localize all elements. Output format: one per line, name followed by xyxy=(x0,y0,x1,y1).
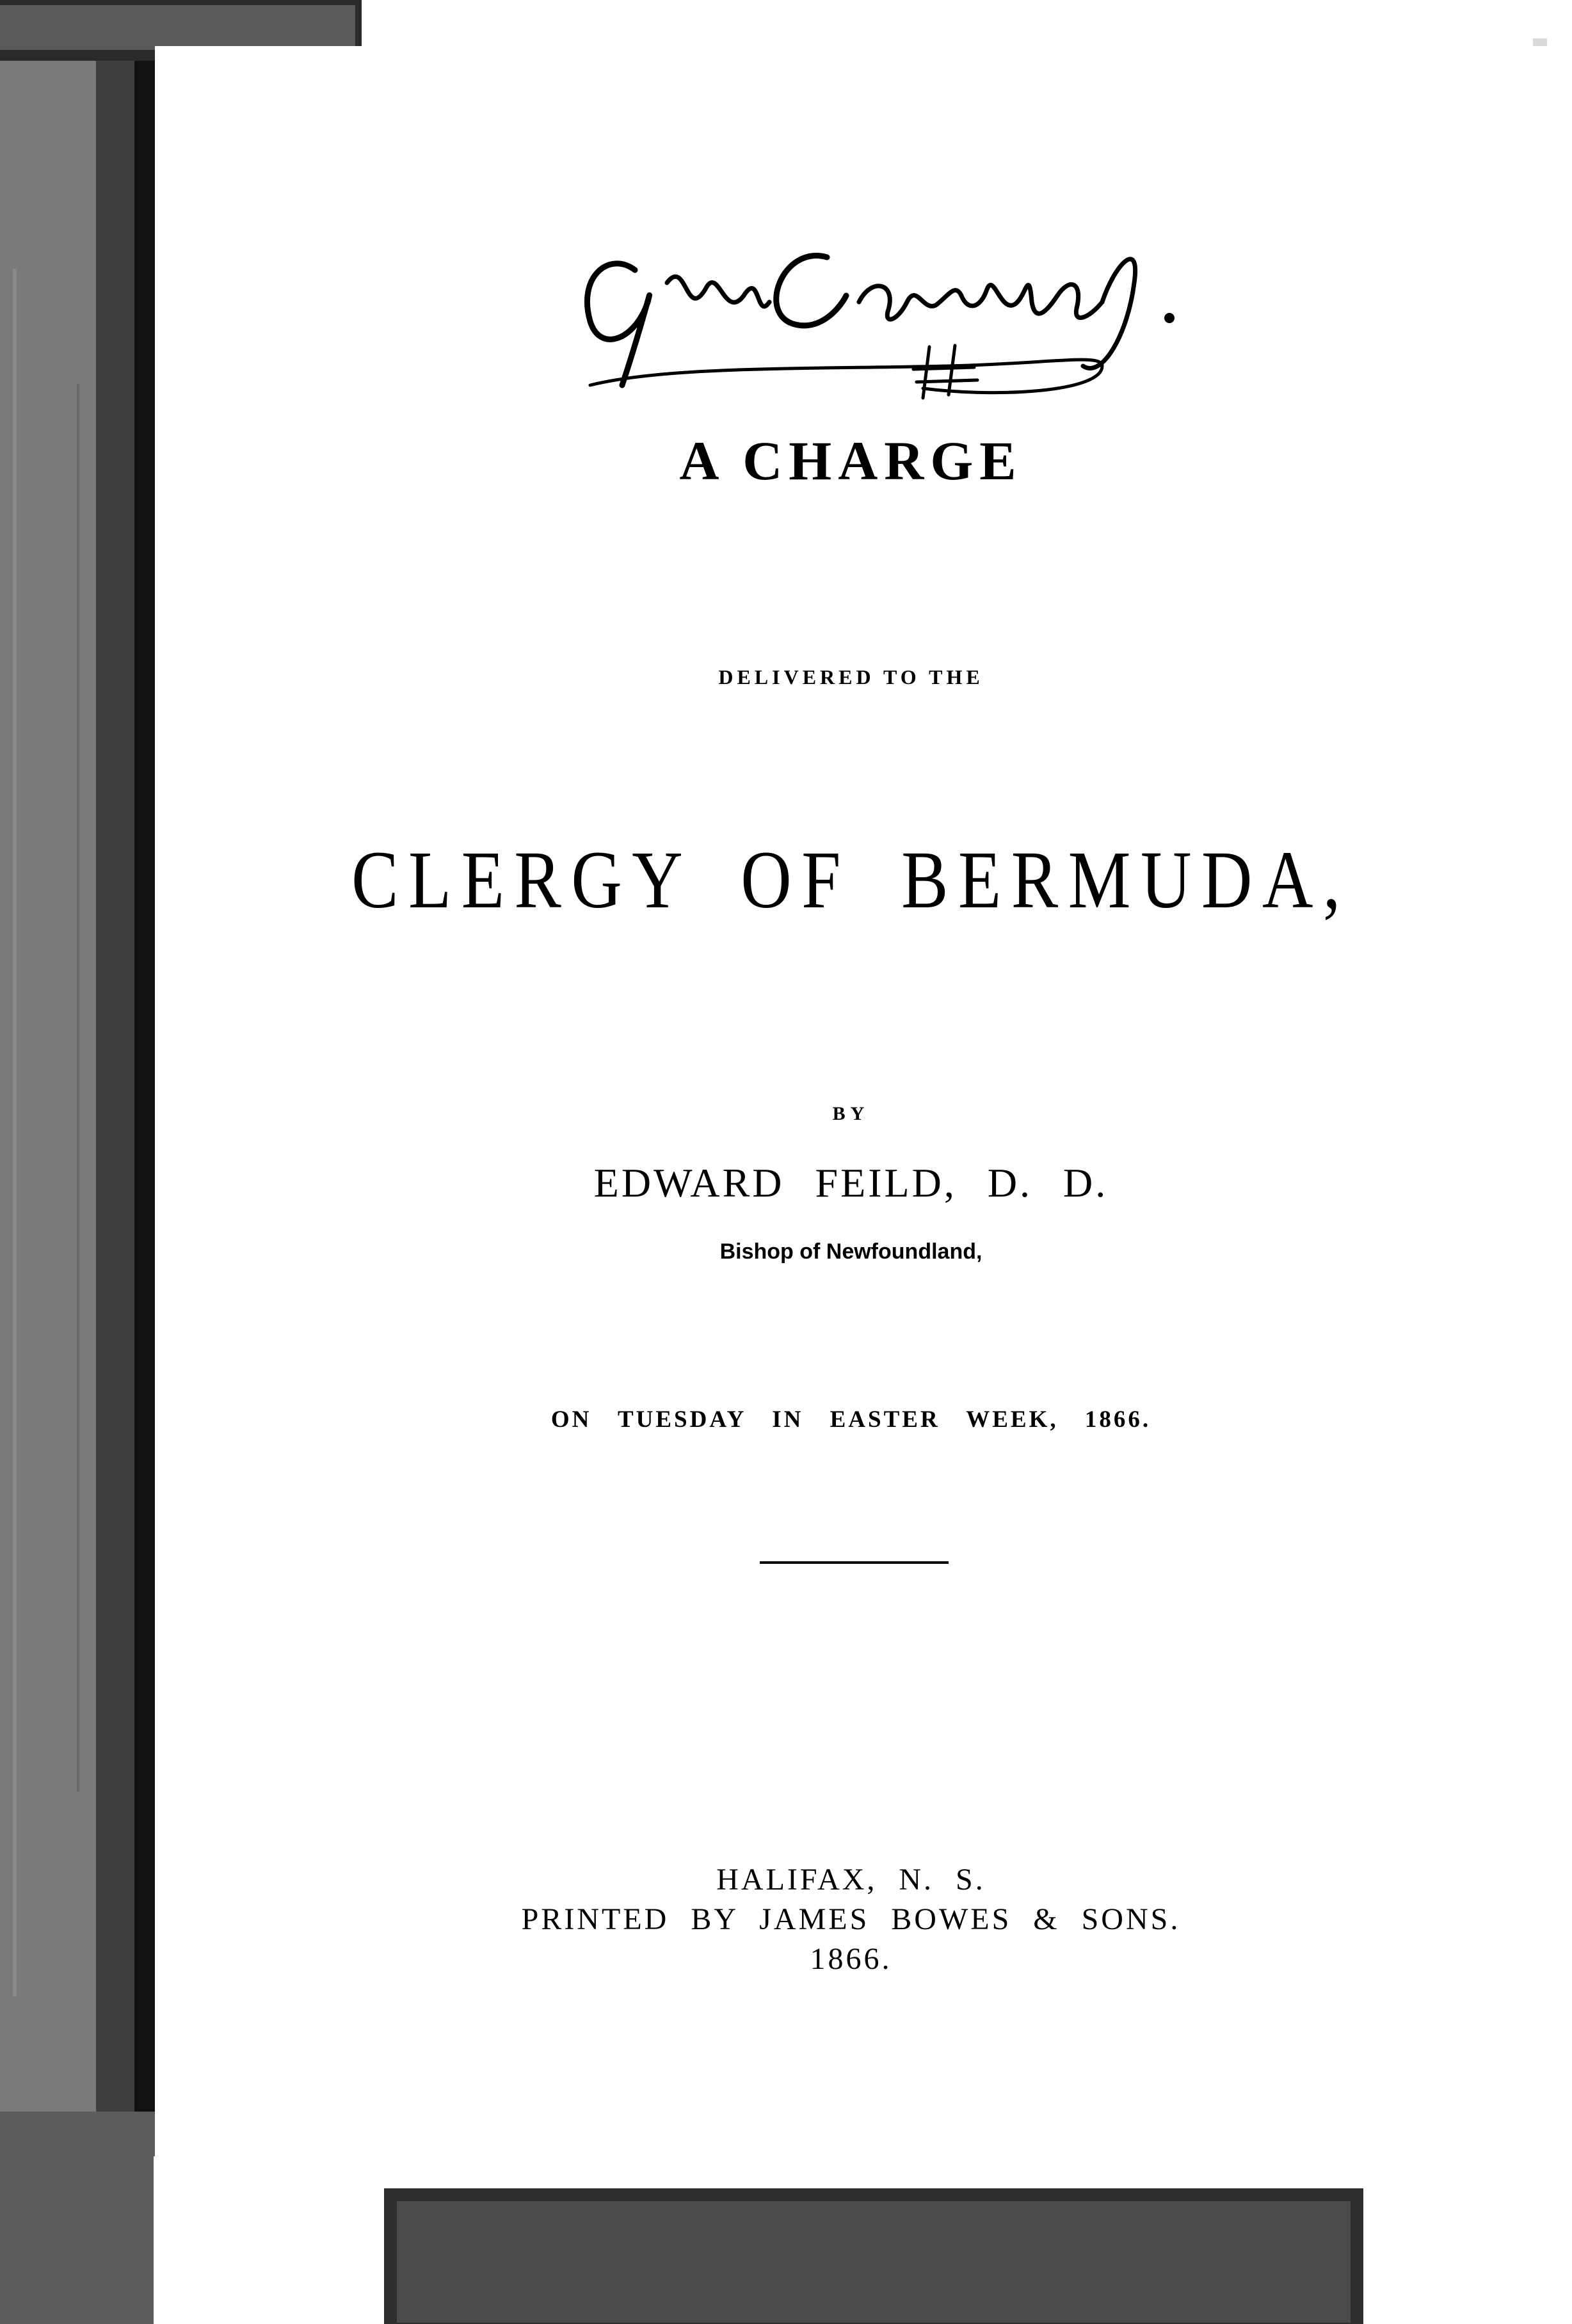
imprint-place: HALIFAX, N. S. xyxy=(716,1863,986,1897)
author-office: Bishop of Newfoundland, xyxy=(719,1239,982,1264)
delivered-line: DELIVERED TO THE xyxy=(718,665,984,688)
author-name: EDWARD FEILD, D. D. xyxy=(593,1160,1109,1206)
recipients-heading: CLERGY OF BERMUDA, xyxy=(351,834,1351,925)
handwritten-signature xyxy=(539,174,1243,443)
by-line: BY xyxy=(832,1103,870,1124)
divider-rule xyxy=(760,1561,949,1564)
imprint-year: 1866. xyxy=(810,1942,892,1976)
occasion-line: ON TUESDAY IN EASTER WEEK, 1866. xyxy=(550,1406,1151,1433)
title-page xyxy=(155,46,1547,2164)
imprint-printer: PRINTED BY JAMES BOWES & SONS. xyxy=(521,1902,1181,1936)
title: A CHARGE xyxy=(679,430,1023,491)
